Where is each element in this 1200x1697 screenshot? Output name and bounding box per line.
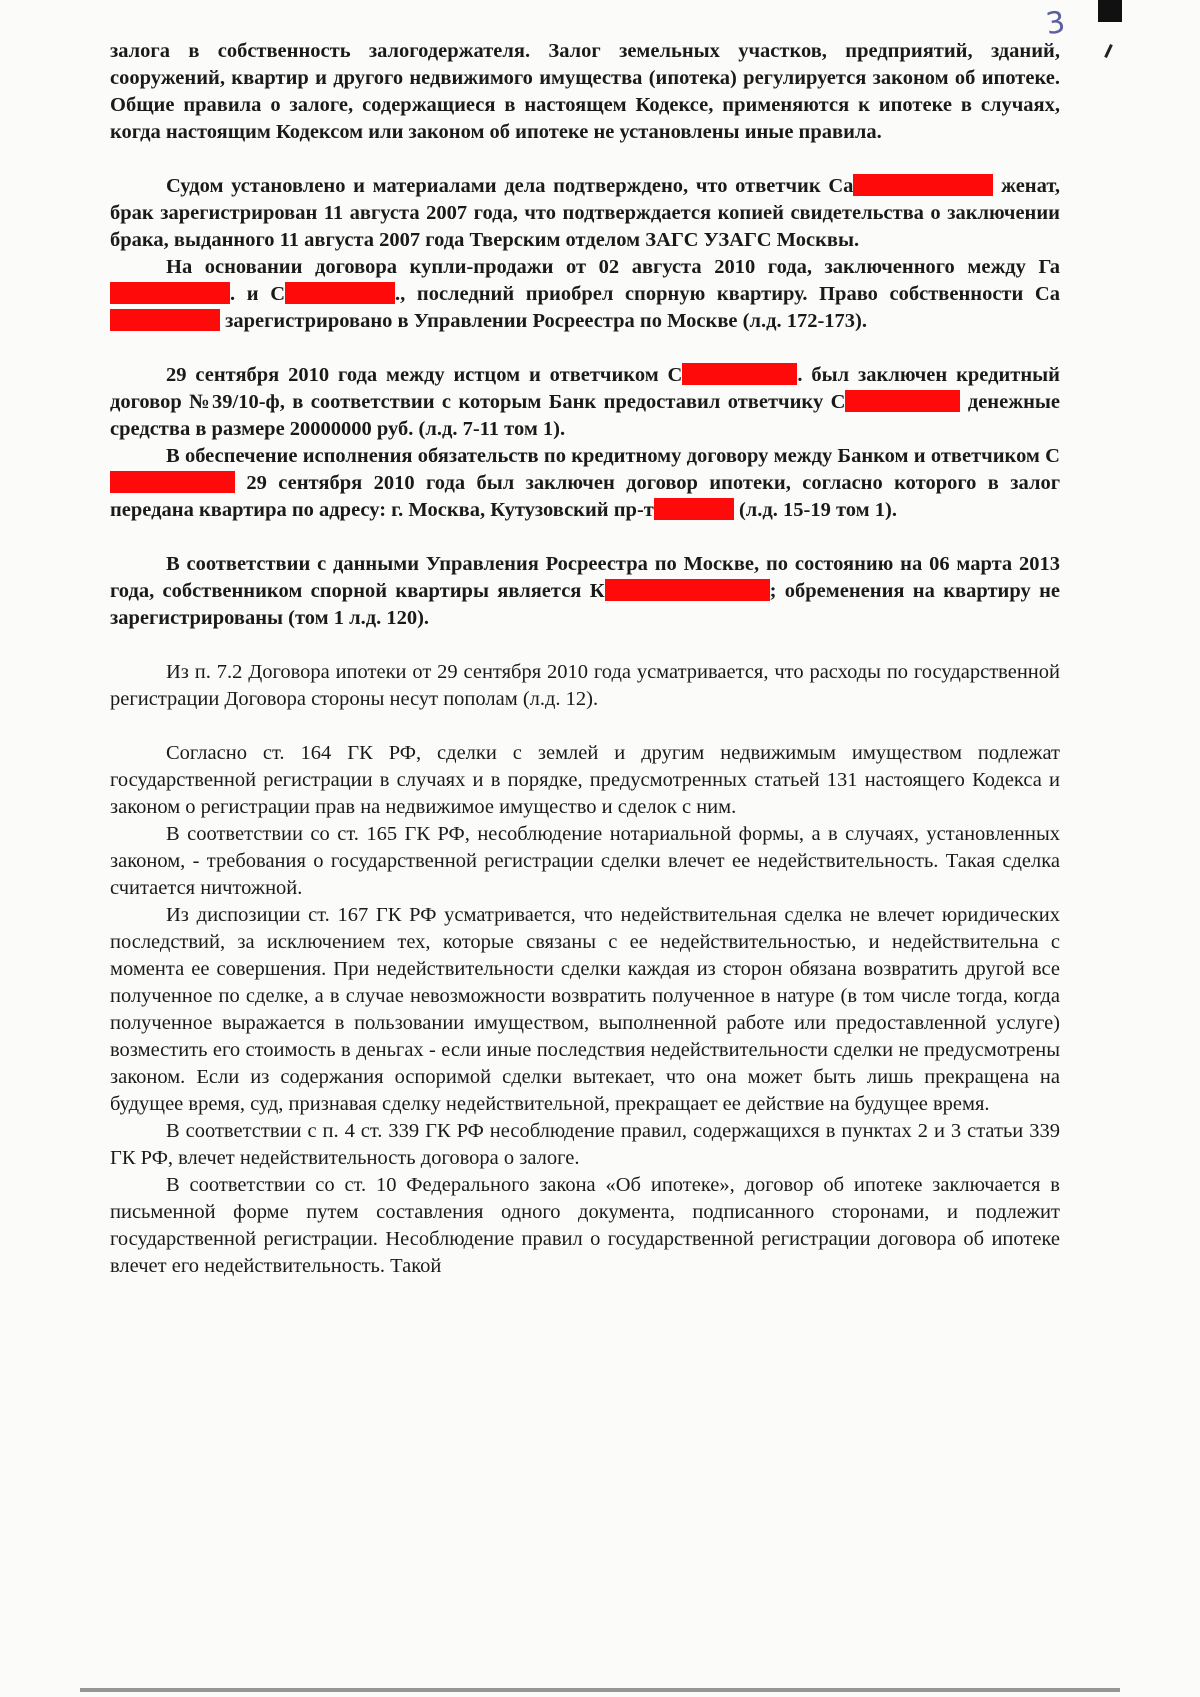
redaction-box [110,309,220,331]
redaction-box [654,498,734,520]
redaction-box [605,579,770,601]
scan-mark [1098,0,1122,22]
paragraph-4 [110,362,1060,443]
text-segment: В обеспечение исполнения обязательств по кредитному договору между Банком и ответчиком С [166,445,1060,467]
text-segment: 29 сентября 2010 года был заключен договор ипотеки, согласно которого в залог передана квартира по адресу: г. Москва, Кутузовский пр-т [110,472,1061,521]
text-segment: зарегистрировано в Управлении Росреестра по Москве (л.д. 172-173). [225,310,867,332]
text-segment: (л.д. 15-19 том 1). [738,499,897,521]
redaction-box [110,282,230,304]
paragraph-9: В соответствии со ст. 165 ГК РФ, несоблюдение нотариальной формы, а в случаях, установленных законом, - требования о государственной регистрации сделки влечет ее недействительность. Такая сделка считается ничтожной. [110,823,1060,899]
paragraph-2 [110,173,1060,254]
text-segment: 29 сентября 2010 года между истцом и ответчиком С [166,364,683,386]
redaction-box [853,174,993,196]
paragraph-5 [110,443,1060,524]
text-segment: В соответствии с данными Управления Росреестра по Москве, по состоянию на 06 марта 2013 года, собственником спорной квартиры является К [110,553,1060,602]
text-segment: ., последний приобрел спорную квартиру. Право собственности Са [395,283,1060,305]
document-body [110,38,1060,1280]
text-segment: денежные средства в размере 20000000 руб. (л.д. 7-11 том 1). [110,391,1060,440]
text-segment: Судом установлено и материалами дела подтверждено, что ответчик Са [166,175,854,197]
scan-mark-tick [1104,44,1113,58]
paragraph-1: залога в собственность залогодержателя. Залог земельных участков, предприятий, зданий, сооружений, квартир и другого недвижимого имущества (ипотека) регулируется законом об ипотеке. Общие правила о залоге, содержащиеся в настоящем Кодексе, применяются к ипотеке в случаях, когда настоящим Кодексом или законом об ипотеке не установлены иные правила. [110,40,1060,143]
paragraph-7: Из п. 7.2 Договора ипотеки от 29 сентября 2010 года усматривается, что расходы по государственной регистрации Договора стороны несут пополам (л.д. 12). [110,661,1060,710]
redaction-box [110,471,235,493]
paragraph-10: Из диспозиции ст. 167 ГК РФ усматривается, что недействительная сделка не влечет юридических последствий, за исключением тех, которые связаны с ее недействительностью, и недействительна с момента ее совершения. При недействительности сделки каждая из сторон обязана возвратить другой все полученное по сделке, а в случае невозможности возвратить полученное в натуре (в том числе тогда, когда полученное выражается в пользовании имуществом, выполненной работе или предоставленной услуге) возместить его стоимость в деньгах - если иные последствия недействительности сделки не предусмотрены законом. Если из содержания оспоримой сделки вытекает, что она может быть лишь прекращена на будущее время, суд, признавая сделку недействительной, прекращает ее действие на будущее время. [110,904,1060,1115]
paragraph-11: В соответствии с п. 4 ст. 339 ГК РФ несоблюдение правил, содержащихся в пунктах 2 и 3 статьи 339 ГК РФ, влечет недействительность договора о залоге. [110,1120,1060,1169]
scan-bottom-edge [80,1688,1120,1692]
redaction-box [845,390,960,412]
text-segment: На основании договора купли-продажи от 02 августа 2010 года, заключенного между Га [166,256,1060,278]
paragraph-8: Согласно ст. 164 ГК РФ, сделки с землей и другим недвижимым имуществом подлежат государственной регистрации в случаях и в порядке, предусмотренных статьей 131 настоящего Кодекса и законом о регистрации прав на недвижимое имущество и сделок с ним. [110,742,1060,818]
text-segment: . и С [230,283,285,305]
redaction-box [285,282,395,304]
paragraph-3 [110,254,1060,335]
handwritten-page-number: 3 [1043,4,1068,43]
text-segment: . был заключен кредитный договор №39/10-ф, в соответствии с которым Банк предоставил ответчику С [110,364,1060,413]
text-segment: женат, брак зарегистрирован 11 августа 2007 года, что подтверждается копией свидетельства о заключении брака, выданного 11 августа 2007 года Тверским отделом ЗАГС УЗАГС Москвы. [110,175,1060,251]
paragraph-12: В соответствии со ст. 10 Федерального закона «Об ипотеке», договор об ипотеке заключается в письменной форме путем составления одного документа, подписанного сторонами, и подлежит государственной регистрации. Несоблюдение правил о государственной регистрации договора об ипотеке влечет его недействительность. Такой [110,1174,1060,1277]
text-segment: ; обременения на квартиру не зарегистрированы (том 1 л.д. 120). [110,580,1060,629]
redaction-box [682,363,797,385]
paragraph-6 [110,551,1060,632]
